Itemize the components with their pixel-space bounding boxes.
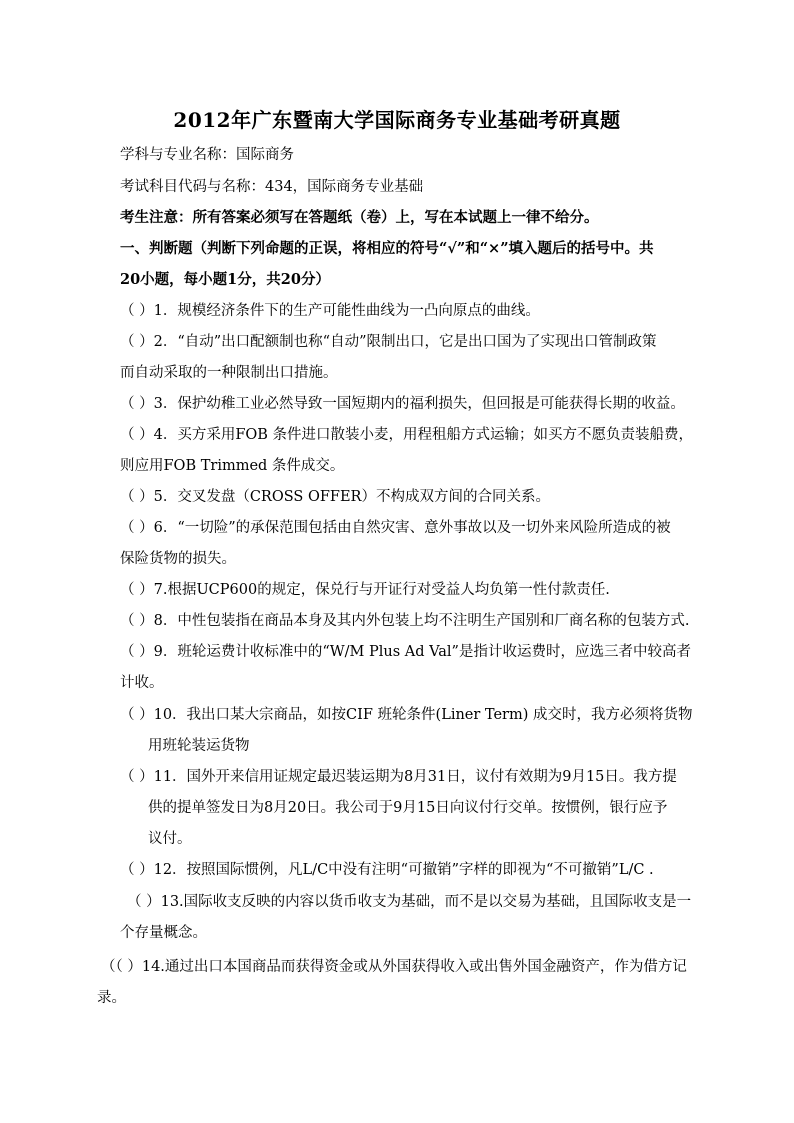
question-4-line2: 则应用FOB Trimmed 条件成交。 <box>120 458 345 474</box>
section1-heading-line2: 20小题，每小题1分，共20分） <box>120 271 330 288</box>
question-6-line1: （ ）6．“一切险”的承保范围包括由自然灾害、意外事故以及一切外来风险所造成的被 <box>120 520 671 536</box>
question-13-line2: 个存量概念。 <box>120 925 207 941</box>
question-1: （ ）1．规模经济条件下的生产可能性曲线为一凸向原点的曲线。 <box>120 303 540 319</box>
question-9-line2: 计收。 <box>120 675 164 691</box>
question-13-line1: （ ）13.国际收支反映的内容以货币收支为基础，而不是以交易为基础，且国际收支是一 <box>127 894 692 910</box>
question-12: （ ）12．按照国际惯例，凡L/C中没有注明“可撤销”字样的即视为“不可撤销”L/C . <box>120 862 654 878</box>
question-2-line2: 而自动采取的一种限制出口措施。 <box>120 365 338 381</box>
question-10-line2: 用班轮装运货物 <box>148 738 250 754</box>
course-code-line: 考试科目代码与名称：434，国际商务专业基础 <box>120 179 424 195</box>
question-14-line1: （（ ）14.通过出口本国商品而获得资金或从外国获得收入或出售外国金融资产，作为借方记 <box>101 959 687 975</box>
question-9-line1: （ ）9．班轮运费计收标准中的“W/M Plus Ad Val”是指计收运费时，应选三者中较高者 <box>120 644 691 660</box>
candidate-notice: 考生注意：所有答案必须写在答题纸（卷）上，写在本试题上一律不给分。 <box>120 209 599 226</box>
question-8: （ ）8．中性包装指在商品本身及其内外包装上均不注明生产国别和厂商名称的包装方式. <box>120 613 690 629</box>
question-11-line2: 供的提单签发日为8月20日。我公司于9月15日向议付行交单。按惯例，银行应予 <box>148 800 668 816</box>
exam-title: 2012年广东暨南大学国际商务专业基础考研真题 <box>173 108 621 132</box>
question-7: （ ）7.根据UCP600的规定，保兑行与开证行对受益人均负第一性付款责任. <box>120 582 610 598</box>
question-6-line2: 保险货物的损失。 <box>120 551 236 567</box>
question-11-line3: 议付。 <box>148 831 192 847</box>
section1-heading-line1: 一、判断题（判断下列命题的正误，将相应的符号“√”和“×”填入题后的括号中。共 <box>120 240 654 257</box>
question-10-line1: （ ）10．我出口某大宗商品，如按CIF 班轮条件(Liner Term) 成交时，我方必须将货物 <box>120 707 693 723</box>
question-4-line1: （ ）4．买方采用FOB 条件进口散装小麦，用程租船方式运输；如买方不愿负责装船费， <box>120 427 694 443</box>
subject-line: 学科与专业名称：国际商务 <box>120 147 294 163</box>
question-11-line1: （ ）11．国外开来信用证规定最迟装运期为8月31日，议付有效期为9月15日。我方提 <box>120 769 677 785</box>
question-14-line2: 录。 <box>97 990 126 1006</box>
question-2-line1: （ ）2．“自动”出口配额制也称“自动”限制出口，它是出口国为了实现出口管制政策 <box>120 334 657 350</box>
question-3: （ ）3．保护幼稚工业必然导致一国短期内的福利损失，但回报是可能获得长期的收益。 <box>120 396 685 412</box>
question-5: （ ）5．交叉发盘（CROSS OFFER）不构成双方间的合同关系。 <box>120 489 550 505</box>
